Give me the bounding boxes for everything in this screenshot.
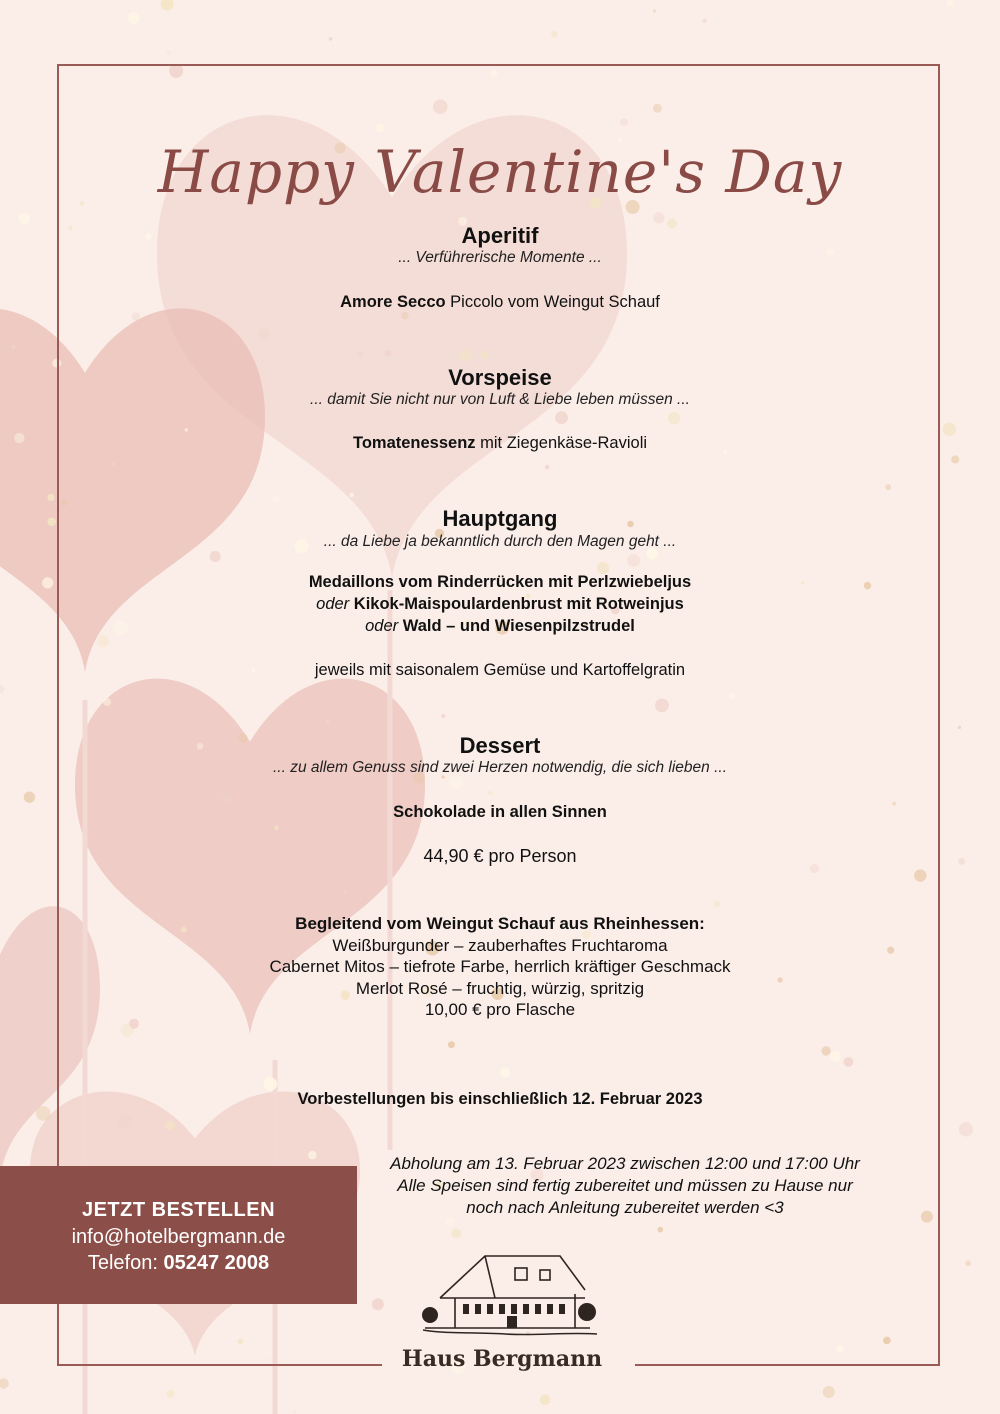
- aperitif-tagline: ... Verführerische Momente ...: [398, 249, 602, 266]
- or-word: oder: [316, 595, 350, 613]
- or-word: oder: [365, 617, 399, 635]
- wine-item-2: Cabernet Mitos – tiefrote Farbe, herrlich kräftiger Geschmack: [269, 957, 731, 976]
- phone-label: Telefon:: [87, 1252, 164, 1274]
- wine-item-3: Merlot Rosé – fruchtig, würzig, spritzig: [355, 978, 645, 998]
- vorspeise-dish-name: Tomatenessenz: [352, 434, 476, 452]
- hauptgang-option-3: [0, 615, 1000, 637]
- menu-price: 44,90 € pro Person: [423, 846, 577, 866]
- order-contact-box: [0, 1166, 357, 1304]
- aperitif-dish: [0, 291, 1000, 313]
- hauptgang-option-1: Medaillons vom Rinderrücken mit Perlzwiebeljus: [308, 573, 692, 591]
- hauptgang-tagline: ... da Liebe ja bekanntlich durch den Magen geht ...: [323, 533, 677, 550]
- vorspeise-dish-detail: mit Ziegenkäse-Ravioli: [475, 434, 648, 452]
- phone-number: 05247 2008: [163, 1252, 270, 1274]
- aperitif-dish-name: Amore Secco: [340, 293, 446, 311]
- dessert-tagline: ... zu allem Genuss sind zwei Herzen notwendig, die sich lieben ...: [272, 759, 728, 776]
- wine-item-1: Weißburgunder – zauberhaftes Fruchtaroma: [332, 935, 668, 955]
- pickup-line-1: Abholung am 13. Februar 2023 zwischen 12:00 und 17:00 Uhr: [390, 1154, 860, 1173]
- page-title: Happy Valentine's Day: [157, 138, 843, 206]
- order-phone[interactable]: [0, 1250, 357, 1277]
- aperitif-heading: Aperitif: [461, 223, 539, 248]
- wine-price: 10,00 € pro Flasche: [424, 1000, 576, 1019]
- option-2-text: Kikok-Maispoulardenbrust mit Rotweinjus: [353, 595, 684, 613]
- pickup-line-2: Alle Speisen sind fertig zubereitet und müssen zu Hause nur: [397, 1176, 853, 1195]
- aperitif-dish-detail: Piccolo vom Weingut Schauf: [445, 293, 660, 311]
- hauptgang-heading: Hauptgang: [442, 506, 558, 531]
- preorder-deadline: Vorbestellungen bis einschließlich 12. Februar 2023: [297, 1090, 703, 1108]
- order-now-title: JETZT BESTELLEN: [81, 1199, 276, 1221]
- vorspeise-tagline: ... damit Sie nicht nur von Luft & Liebe leben müssen ...: [310, 391, 690, 408]
- pickup-line-3: noch nach Anleitung zubereitet werden <3: [466, 1198, 784, 1217]
- house-logo-icon: [415, 1250, 600, 1345]
- dessert-heading: Dessert: [459, 733, 541, 758]
- wine-heading: Begleitend vom Weingut Schauf aus Rheinhessen:: [295, 914, 705, 933]
- vorspeise-heading: Vorspeise: [448, 365, 552, 390]
- hauptgang-side: jeweils mit saisonalem Gemüse und Kartoffelgratin: [314, 661, 686, 679]
- vorspeise-dish: [0, 432, 1000, 454]
- hauptgang-option-2: [0, 593, 1000, 615]
- pickup-info: [360, 1153, 890, 1219]
- logo-name: Haus Bergmann: [401, 1346, 603, 1372]
- option-3-text: Wald – und Wiesenpilzstrudel: [402, 617, 635, 635]
- order-email[interactable]: info@hotelbergmann.de: [71, 1225, 286, 1248]
- dessert-dish: Schokolade in allen Sinnen: [393, 803, 607, 821]
